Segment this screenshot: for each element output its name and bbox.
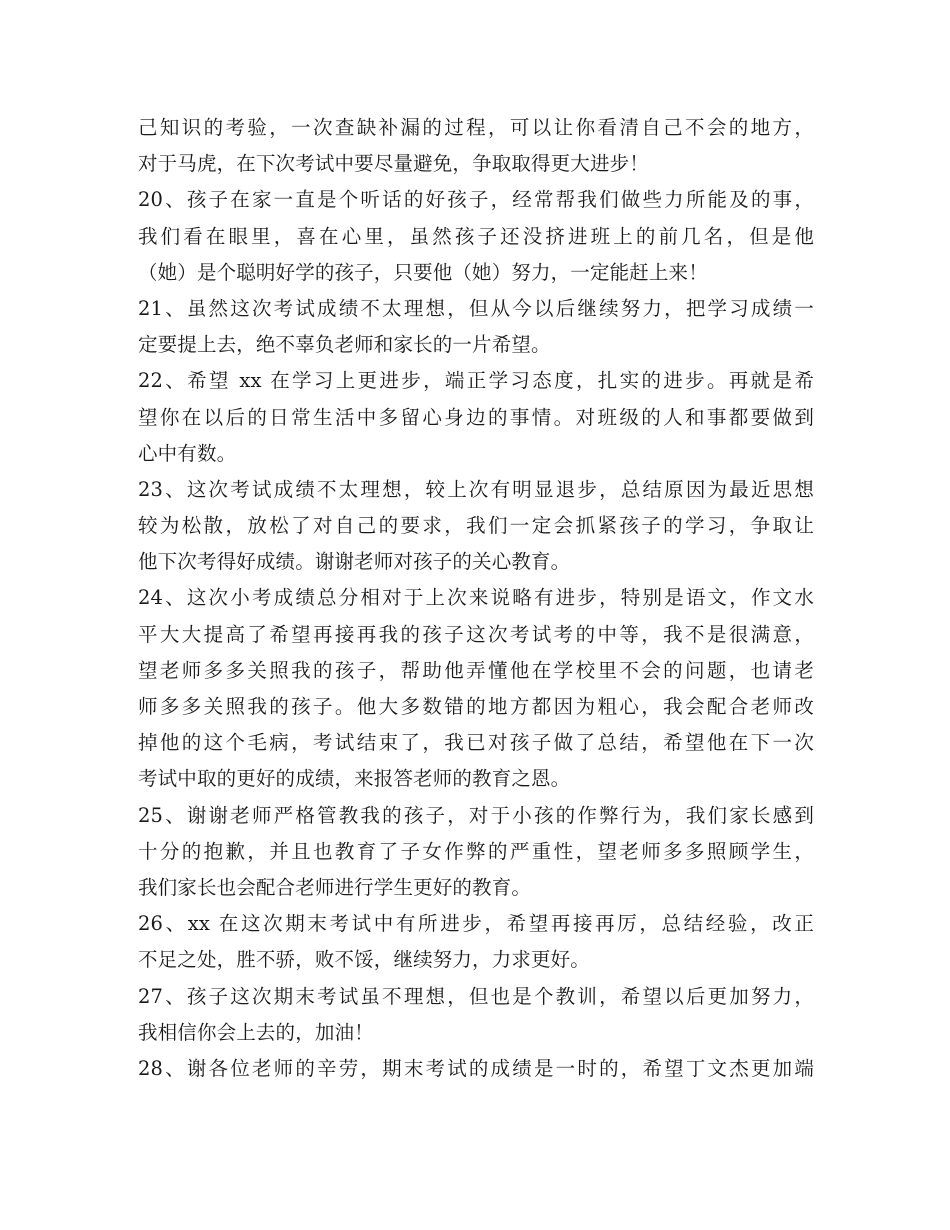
text-line: 20、孩子在家一直是个听话的好孩子，经常帮我们做些力所能及的事， [138, 188, 814, 212]
text-line: 师多多关照我的孩子。他大多数错的地方都因为粗心，我会配合老师改 [138, 695, 814, 718]
text-line: 掉他的这个毛病，考试结束了，我已对孩子做了总结，希望他在下一次 [138, 731, 814, 755]
text-line: 我们看在眼里，喜在心里，虽然孩子还没挤进班上的前几名，但是他 [138, 224, 814, 248]
text-line: 平大大提高了希望再接再我的孩子这次考试考的中等，我不是很满意， [138, 622, 814, 646]
text-line: 23、这次考试成绩不太理想，较上次有明显退步，总结原因为最近思想 [138, 477, 814, 501]
text-line: 望你在以后的日常生活中多留心身边的事情。对班级的人和事都要做到 [138, 405, 814, 429]
text-line: 定要提上去，绝不辜负老师和家长的一片希望。 [138, 333, 551, 357]
text-line: 较为松散，放松了对自己的要求，我们一定会抓紧孩子的学习，争取让 [138, 514, 814, 538]
text-line: 28、谢各位老师的辛劳，期末考试的成绩是一时的，希望丁文杰更加端 [138, 1056, 814, 1080]
text-line: 27、孩子这次期末考试虽不理想，但也是个教训，希望以后更加努力， [138, 984, 814, 1008]
document-body [138, 110, 814, 1087]
text-line: 己知识的考验，一次查缺补漏的过程，可以让你看清自己不会的地方， [138, 116, 814, 139]
text-line: 我们家长也会配合老师进行学生更好的教育。 [138, 875, 532, 899]
text-line: 21、虽然这次考试成绩不太理想，但从今以后继续努力，把学习成绩一 [138, 296, 814, 320]
text-line: 望老师多多关照我的孩子，帮助他弄懂他在学校里不会的问题，也请老 [138, 658, 814, 682]
text-line: 心中有数。 [138, 441, 237, 465]
text-line: 26、xx 在这次期末考试中有所进步，希望再接再厉，总结经验，改正 [138, 912, 814, 936]
text-line: 对于马虎，在下次考试中要尽量避免，争取取得更大进步！ [138, 152, 649, 176]
text-line: 22、希望 xx 在学习上更进步，端正学习态度，扎实的进步。再就是希 [138, 369, 814, 393]
text-line: （她）是个聪明好学的孩子，只要他（她）努力，一定能赶上来！ [138, 260, 708, 284]
text-line: 24、这次小考成绩总分相对于上次来说略有进步，特别是语文，作文水 [138, 586, 814, 610]
text-line: 十分的抱歉，并且也教育了子女作弊的严重性，望老师多多照顾学生， [138, 839, 814, 863]
text-line: 考试中取的更好的成绩，来报答老师的教育之恩。 [138, 767, 571, 791]
text-line: 他下次考得好成绩。谢谢老师对孩子的关心教育。 [138, 550, 571, 574]
text-line: 我相信你会上去的，加油！ [138, 1020, 374, 1044]
text-line: 25、谢谢老师严格管教我的孩子，对于小孩的作弊行为，我们家长感到 [138, 803, 814, 827]
text-line: 不足之处，胜不骄，败不馁，继续努力，力求更好。 [138, 948, 590, 972]
